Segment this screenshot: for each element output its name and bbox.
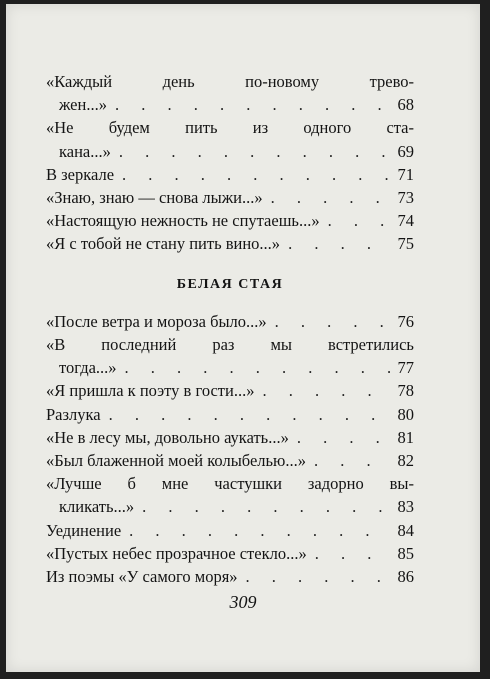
toc-entry-title: Разлука [46,404,101,424]
toc-entry-title-cont: жен...» [59,95,107,115]
toc-entry [46,519,414,542]
toc-entry-title: Из поэмы «У самого моря» [46,567,238,587]
toc-entry-title: «Был блаженной моей колыбелью...» [46,451,306,471]
toc-entry-line1 [46,70,414,93]
table-of-contents [46,70,414,588]
toc-entry-title: «В последний раз мы встретились [46,335,414,355]
toc-entry-title-cont: кликать...» [59,497,135,517]
toc-entry [46,209,414,232]
toc-page-number: 84 [397,520,414,540]
toc-entry-line1 [46,333,414,356]
toc-page-number: 83 [397,497,414,517]
toc-page-number: 77 [397,358,414,378]
toc-entry-line1 [46,116,414,139]
toc-entry-title: «Не в лесу мы, довольно аукать...» [46,427,289,447]
dot-leader [267,310,390,333]
toc-entry [46,403,414,426]
toc-entry [46,163,414,186]
dot-leader [107,93,390,116]
dot-leader [280,232,390,255]
toc-entry-line1 [46,472,414,495]
toc-entry [46,310,414,333]
toc-page-number: 76 [397,311,414,331]
toc-entry-title: В зеркале [46,164,115,184]
toc-entry-title: «После ветра и мороза было...» [46,311,267,331]
dot-leader [134,495,390,518]
toc-page-number: 78 [397,381,414,401]
dot-leader [307,542,390,565]
toc-entry-title-cont: кана...» [59,141,111,161]
toc-entry [46,379,414,402]
dot-leader [254,379,390,402]
dot-leader [263,186,390,209]
toc-entry-title: «Каждый день по-новому трево- [46,72,414,91]
dot-leader [238,565,390,588]
toc-entry-title: «Я пришла к поэту в гости...» [46,381,255,401]
toc-entry-line2 [46,93,414,116]
toc-page-number: 74 [397,211,414,231]
dot-leader [114,163,390,186]
toc-entry-title: «Настоящую нежность не спутаешь...» [46,211,320,231]
dot-leader [111,140,390,163]
toc-page-number: 81 [397,427,414,447]
toc-entry-title-cont: тогда...» [59,358,117,378]
dot-leader [306,449,390,472]
toc-entry-title: Уединение [46,520,122,540]
toc-page-number: 86 [397,567,414,587]
toc-entry [46,426,414,449]
toc-page-number: 85 [397,543,414,563]
toc-entry [46,186,414,209]
book-page [6,4,480,672]
toc-entry-title: «Знаю, знаю — снова лыжи...» [46,188,263,208]
toc-entry [46,565,414,588]
toc-page-number: 71 [397,164,414,184]
toc-entry [46,449,414,472]
toc-entry [46,542,414,565]
toc-entry-title: «Я с тобой не стану пить вино...» [46,234,281,254]
toc-page-number: 75 [397,234,414,254]
toc-entry-line2 [46,495,414,518]
dot-leader [101,403,390,426]
toc-entry-line2 [46,356,414,379]
toc-page-number: 82 [397,451,414,471]
toc-entry [46,232,414,255]
toc-page-number: 69 [397,141,414,161]
toc-entry-title: «Пустых небес прозрачное стекло...» [46,543,307,563]
dot-leader [320,209,390,232]
toc-entry-title: «Лучше б мне частушки задорно вы- [46,474,414,494]
toc-entry-title: «Не будем пить из одного ста- [46,118,414,138]
page-number: 309 [229,592,257,612]
toc-page-number: 68 [397,95,414,115]
toc-page-number: 73 [397,188,414,208]
dot-leader [121,519,390,542]
toc-page-number: 80 [397,404,414,424]
toc-entry-line2 [46,140,414,163]
section-heading: БЕЛАЯ СТАЯ [176,276,284,292]
dot-leader [289,426,390,449]
dot-leader [117,356,390,379]
